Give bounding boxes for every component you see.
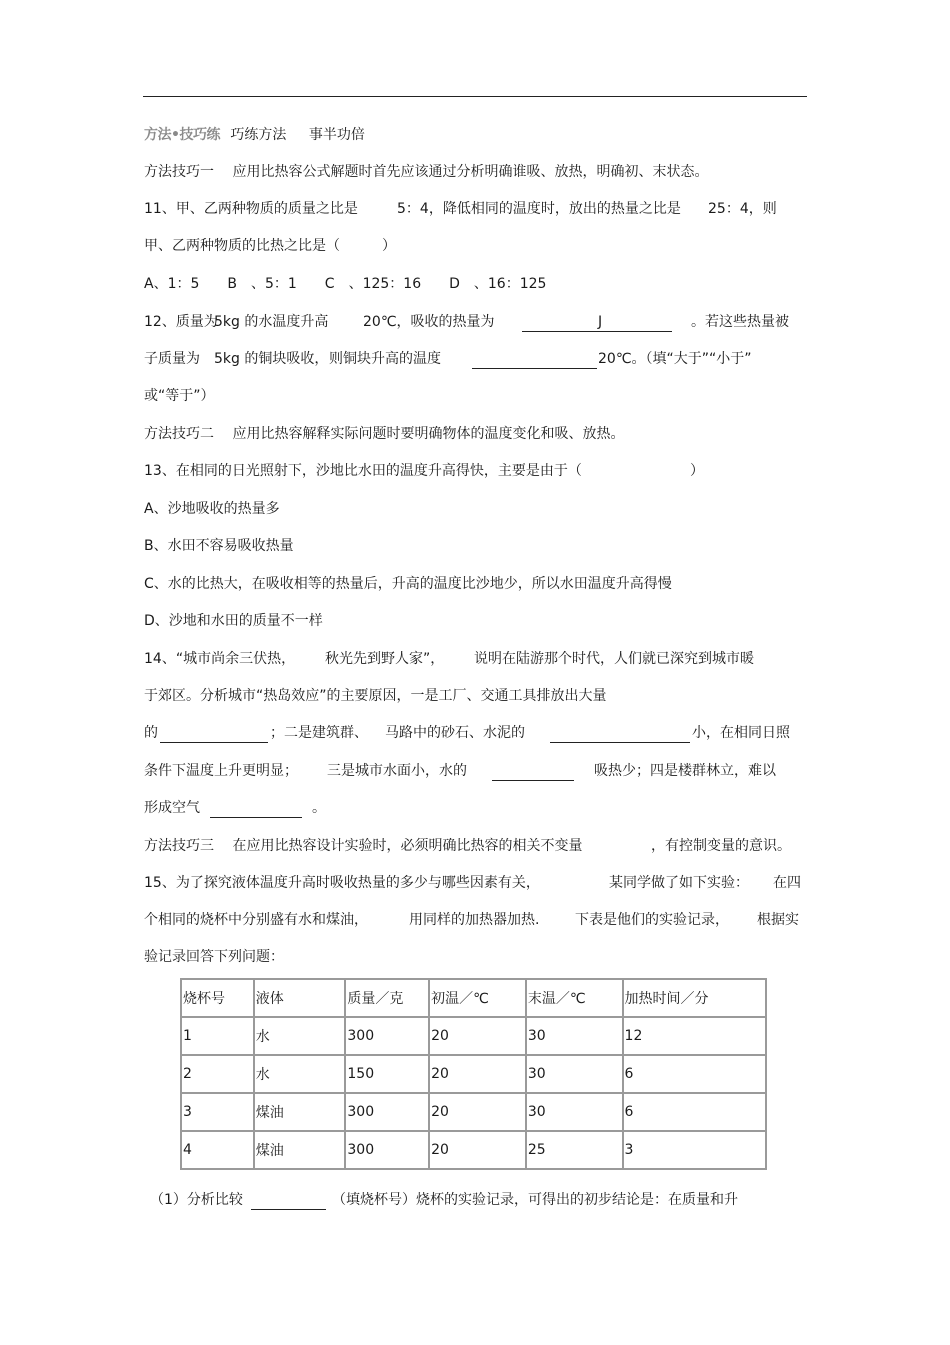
q12-compare-blank[interactable] — [472, 349, 597, 369]
table-cell: 30 — [526, 1093, 623, 1131]
table-cell: 20 — [429, 1017, 526, 1055]
q11-line2: 甲、乙两种物质的比热之比是（ ） — [144, 238, 396, 254]
q12-heat-blank[interactable] — [522, 312, 672, 332]
q15-text-e: 用同样的加热器加热. — [409, 912, 540, 928]
table-row — [181, 1093, 766, 1131]
q15-text-a: 15、为了探究液体温度升高时吸收热量的多少与哪些因素有关， — [144, 875, 540, 891]
q14-text-e: ；二是建筑群、 — [270, 725, 368, 741]
q14-text-c: 说明在陆游那个时代，人们就已深究到城市暖 — [474, 651, 754, 667]
q13-stem-end: ） — [690, 463, 704, 479]
q13-option-c: C、水的比热大，在吸收相等的热量后，升高的温度比沙地少，所以水田温度升高得慢 — [144, 576, 672, 592]
table-cell: 30 — [526, 1055, 623, 1093]
table-cell: 6 — [623, 1055, 766, 1093]
q14-blank-2[interactable] — [550, 723, 690, 743]
table-cell: 12 — [623, 1017, 766, 1055]
q15-text-g: 根据实 — [757, 912, 799, 928]
table-cell: 20 — [429, 1131, 526, 1169]
q15-line3: 验记录回答下列问题： — [144, 949, 284, 965]
header-cell: 质量／克 — [345, 979, 429, 1017]
tip-3-text-a: 方法技巧三 在应用比热容设计实验时，必须明确比热容的相关不变量 — [144, 838, 583, 854]
q13-option-d: D、沙地和水田的质量不一样 — [144, 613, 323, 629]
header-cell: 加热时间／分 — [623, 979, 766, 1017]
table-cell: 2 — [181, 1055, 254, 1093]
q14-text-f: 马路中的砂石、水泥的 — [385, 725, 525, 741]
q14-line2: 于郊区。分析城市“热岛效应”的主要原因，一是工厂、交通工具排放出大量 — [144, 688, 607, 704]
table-cell: 水 — [254, 1055, 346, 1093]
table-cell: 煤油 — [254, 1131, 346, 1169]
q14-blank-4[interactable] — [210, 798, 302, 818]
q12-text-a: 12、质量为 — [144, 314, 218, 330]
table-cell: 20 — [429, 1093, 526, 1131]
motto-1: 巧练方法 — [230, 127, 287, 143]
table-cell: 3 — [623, 1131, 766, 1169]
q12-unit: J — [598, 314, 603, 330]
q14-text-h: 条件下温度上升更明显； — [144, 763, 298, 779]
table-row — [181, 1131, 766, 1169]
q15-sub1-text-a: （1）分析比较 — [150, 1192, 243, 1208]
table-row — [181, 1055, 766, 1093]
q14-text-j: 吸热少；四是楼群林立，难以 — [594, 763, 776, 779]
experiment-table — [180, 978, 767, 1170]
q15-text-f: 下表是他们的实验记录， — [575, 912, 729, 928]
q14-blank-1[interactable] — [160, 723, 268, 743]
q13-stem-text: 13、在相同的日光照射下，沙地比水田的温度升高得快，主要是由于（ — [144, 463, 582, 479]
q12-text-h: 20℃。（填“大于”“小于” — [598, 351, 752, 367]
section-badge: 方法•技巧练 — [144, 127, 220, 143]
q14-text-g: 小，在相同日照 — [692, 725, 790, 741]
q12-text-d: 。若这些热量被 — [691, 314, 789, 330]
section-header — [144, 125, 365, 145]
q14-blank-3[interactable] — [492, 761, 574, 781]
table-cell: 300 — [345, 1093, 429, 1131]
table-cell: 20 — [429, 1055, 526, 1093]
table-cell: 1 — [181, 1017, 254, 1055]
table-cell: 30 — [526, 1017, 623, 1055]
table-cell: 300 — [345, 1131, 429, 1169]
q11-options: A、1：5 B 、5：1 C 、125：16 D 、16：125 — [144, 276, 547, 292]
tip-1: 方法技巧一 应用比热容公式解题时首先应该通过分析明确谁吸、放热，明确初、末状态。 — [144, 164, 709, 180]
table-cell: 150 — [345, 1055, 429, 1093]
table-row — [181, 1017, 766, 1055]
tip-3-text-b: ，有控制变量的意识。 — [651, 838, 791, 854]
table-cell: 4 — [181, 1131, 254, 1169]
motto-2: 事半功倍 — [308, 127, 365, 143]
q13-option-b: B、水田不容易吸收热量 — [144, 538, 294, 554]
q14-text-b: 秋光先到野人家”， — [325, 651, 445, 667]
header-rule — [143, 96, 807, 97]
tip-2: 方法技巧二 应用比热容解释实际问题时要明确物体的温度变化和吸、放热。 — [144, 426, 625, 442]
q13-option-a: A、沙地吸收的热量多 — [144, 501, 280, 517]
q11-text-b: 5：4，降低相同的温度时，放出的热量之比是 — [397, 201, 681, 217]
q11-text-c: 25：4，则 — [708, 201, 777, 217]
table-cell: 25 — [526, 1131, 623, 1169]
q14-text-d: 的 — [144, 725, 158, 741]
q11-text-a: 11、甲、乙两种物质的质量之比是 — [144, 201, 358, 217]
q15-text-d: 个相同的烧杯中分别盛有水和煤油， — [144, 912, 368, 928]
q14-text-l: 。 — [312, 800, 326, 816]
q14-text-a: 14、“城市尚余三伏热， — [144, 651, 296, 667]
q15-text-b: 某同学做了如下实验： — [609, 875, 749, 891]
table-cell: 煤油 — [254, 1093, 346, 1131]
table-cell: 6 — [623, 1093, 766, 1131]
q12-line3: 或“等于”） — [144, 388, 215, 404]
table-cell: 水 — [254, 1017, 346, 1055]
q14-text-k: 形成空气 — [144, 800, 200, 816]
q12-text-e: 子质量为 — [144, 351, 200, 367]
table-header-row — [181, 979, 766, 1017]
header-cell: 液体 — [254, 979, 346, 1017]
q15-text-c: 在四 — [773, 875, 801, 891]
q12-text-g: 则铜块升高的温度 — [329, 351, 441, 367]
header-cell: 烧杯号 — [181, 979, 254, 1017]
header-cell: 初温／℃ — [429, 979, 526, 1017]
q12-text-c: 20℃，吸收的热量为 — [363, 314, 495, 330]
q15-sub1-blank[interactable] — [251, 1190, 326, 1210]
table-cell: 3 — [181, 1093, 254, 1131]
q12-text-b: 5kg 的水温度升高 — [214, 314, 329, 330]
header-cell: 末温／℃ — [526, 979, 623, 1017]
q12-text-f: 5kg 的铜块吸收， — [214, 351, 329, 367]
table-cell: 300 — [345, 1017, 429, 1055]
q15-sub1-text-b: （填烧杯号）烧杯的实验记录，可得出的初步结论是：在质量和升 — [332, 1192, 738, 1208]
q14-text-i: 三是城市水面小，水的 — [327, 763, 467, 779]
